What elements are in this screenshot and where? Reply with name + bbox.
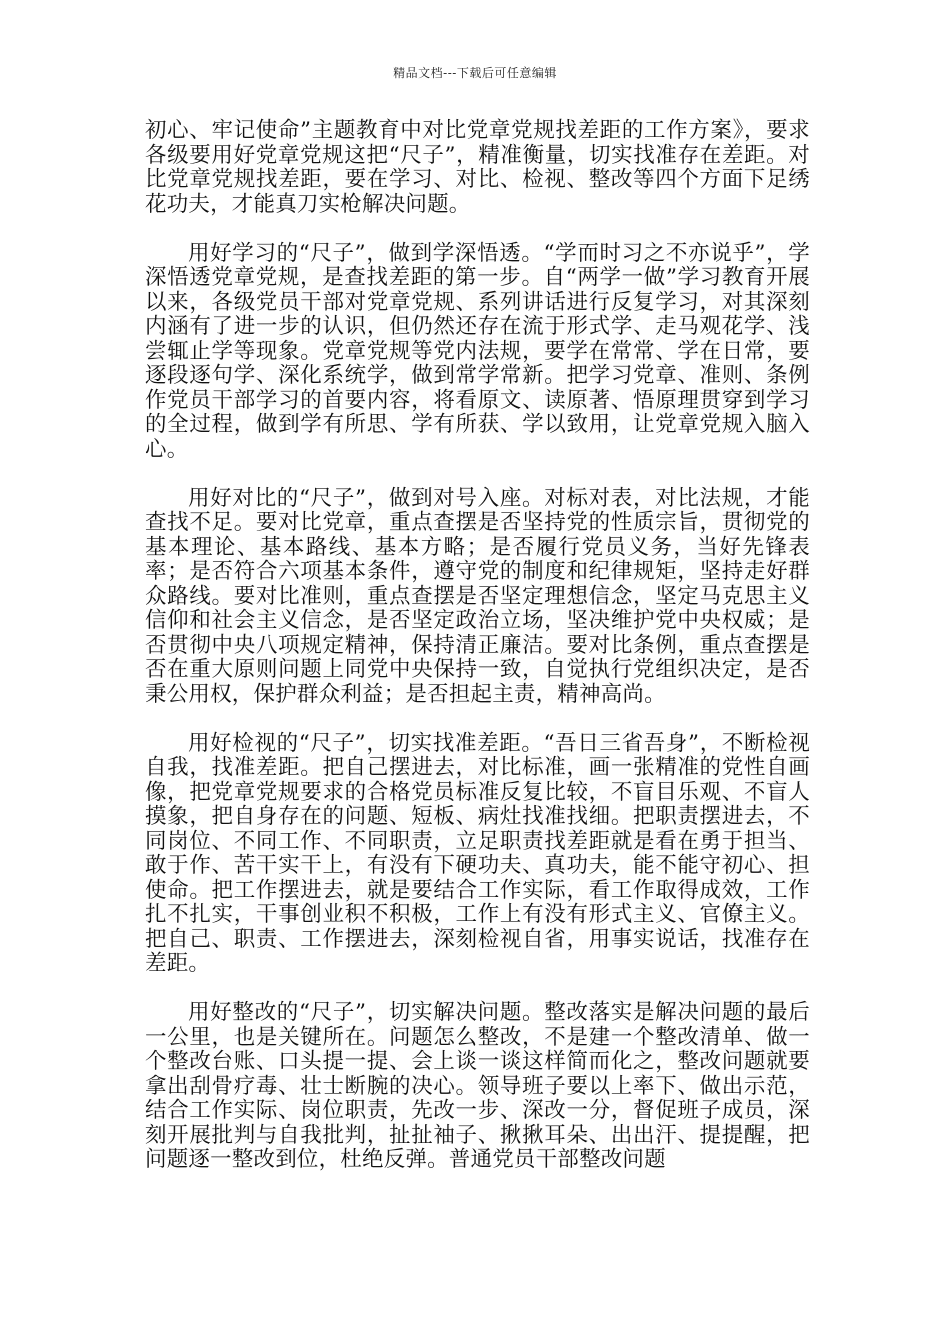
paragraph-intro: 初心、牢记使命”主题教育中对比党章党规找差距的工作方案》，要求各级要用好党章党规这把“尺子”，精准衡量，切实找准存在差距。对比党章党规找差距，要在学习、对比、检视、整改等四个方面下足绣花功夫，才能真刀实枪解决问题。 <box>145 118 810 217</box>
document-body <box>145 119 810 1173</box>
paragraph-study: 用好学习的“尺子”，做到学深悟透。“学而时习之不亦说乎”，学深悟透党章党规，是查找差距的第一步。自“两学一做”学习教育开展以来，各级党员干部对党章党规、系列讲话进行反复学习，对其深刻内涵有了进一步的认识，但仍然还存在流于形式学、走马观花学、浅尝辄止学等现象。党章党规等党内法规，要学在常常、学在日常，要逐段逐句学、深化系统学，做到常学常新。把学习党章、准则、条例作党员干部学习的首要内容，将看原文、读原著、悟原理贯穿到学习的全过程，做到学有所思、学有所获、学以致用，让党章党规入脑入心。 <box>145 240 810 462</box>
paragraph-compare: 用好对比的“尺子”，做到对号入座。对标对表，对比法规，才能查找不足。要对比党章，重点查摆是否坚持党的性质宗旨，贯彻党的基本理论、基本路线、基本方略；是否履行党员义务，当好先锋表率；是否符合六项基本条件，遵守党的制度和纪律规矩，坚持走好群众路线。要对比准则，重点查摆是否坚定理想信念，坚定马克思主义信仰和社会主义信念，是否坚定政治立场，坚决维护党中央权威；是否贯彻中央八项规定精神，保持清正廉洁。要对比条例，重点查摆是否在重大原则问题上同党中央保持一致，自觉执行党组织决定，是否秉公用权，保护群众利益；是否担起主责，精神高尚。 <box>145 485 810 707</box>
paragraph-rectify: 用好整改的“尺子”，切实解决问题。整改落实是解决问题的最后一公里，也是关键所在。问题怎么整改，不是建一个整改清单、做一个整改台账、口头提一提、会上谈一谈这样简而化之，整改问题就要拿出刮骨疗毒、壮士断腕的决心。领导班子要以上率下、做出示范，结合工作实际、岗位职责，先改一步、深改一分，督促班子成员，深刻开展批判与自我批判，扯扯袖子、揪揪耳朵、出出汗、提提醒，把问题逐一整改到位，杜绝反弹。普通党员干部整改问题 <box>145 1000 810 1172</box>
paragraph-inspect: 用好检视的“尺子”，切实找准差距。“吾日三省吾身”，不断检视自我，找准差距。把自己摆进去，对比标准，画一张精准的党性自画像，把党章党规要求的合格党员标准反复比较，不盲目乐观、不盲人摸象，把自身存在的问题、短板、病灶找准找细。把职责摆进去，不同岗位、不同工作、不同职责，立足职责找差距就是看在勇于担当、敢于作、苦干实干上，有没有下硬功夫、真功夫，能不能守初心、担使命。把工作摆进去，就是要结合工作实际，看工作取得成效，工作扎不扎实，干事创业积不积极，工作上有没有形式主义、官僚主义。把自己、职责、工作摆进去，深刻检视自省，用事实说话，找准存在差距。 <box>145 730 810 976</box>
page-header: 精品文档---下载后可任意编辑 <box>393 66 557 80</box>
